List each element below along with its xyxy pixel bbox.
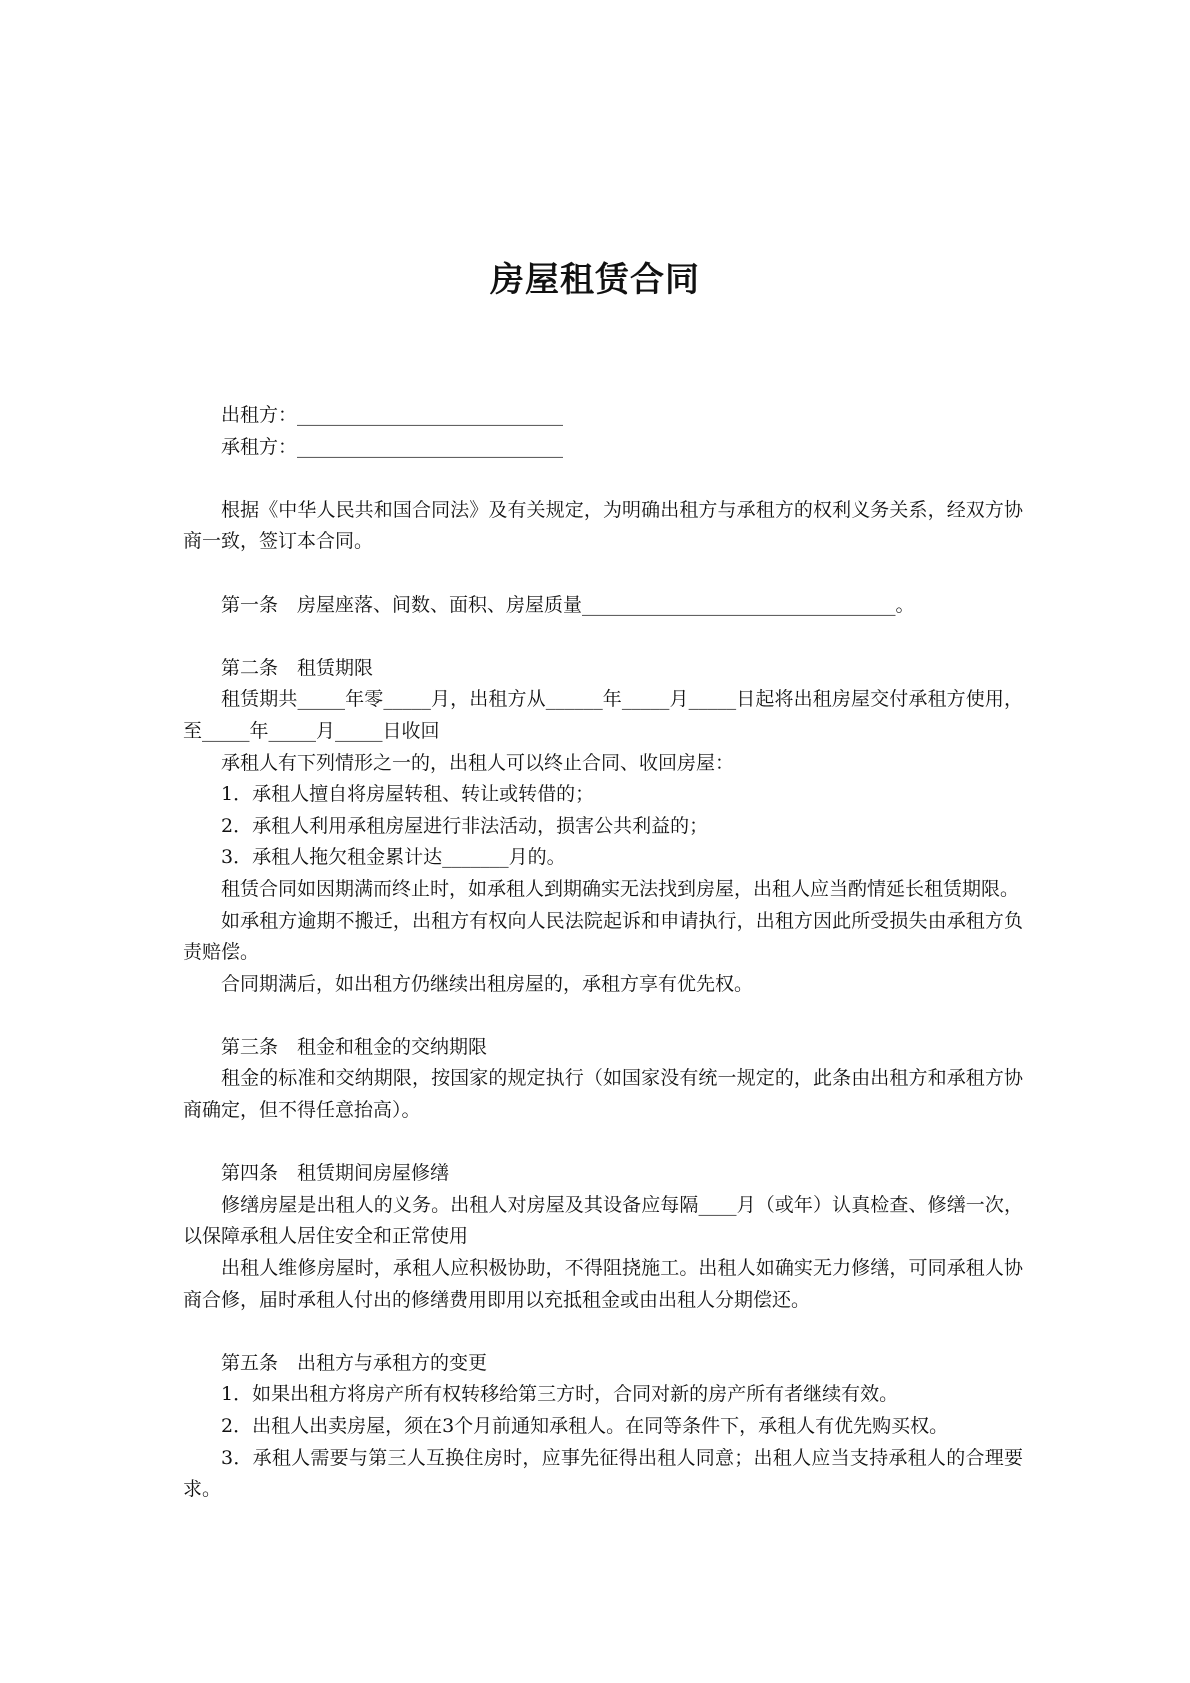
spacer bbox=[183, 1316, 1023, 1348]
spacer bbox=[183, 621, 1023, 653]
article-5-item: 2．出租人出卖房屋，须在3个月前通知承租人。在同等条件下，承租人有优先购买权。 bbox=[221, 1415, 949, 1437]
spacer bbox=[183, 463, 1023, 495]
spacer bbox=[183, 1127, 1023, 1159]
article-5-item: 1．如果出租方将房产所有权转移给第三方时，合同对新的房产所有者继续有效。 bbox=[221, 1383, 899, 1406]
spacer bbox=[183, 1000, 1023, 1032]
article-3-heading: 第三条 租金和租金的交纳期限 bbox=[221, 1035, 488, 1058]
article-4-text-2: 出租人维修房屋时，承租人应积极协助，不得阻挠施工。出租人如确实无力修缮，可同承租人协商合修，届时承租人付出的修缮费用即用以充抵租金或由出租人分期偿还。 bbox=[183, 1257, 1023, 1311]
article-1: 第一条 房屋座落、间数、面积、房屋质量_________________________________。 bbox=[221, 593, 915, 616]
article-4-text-1: 修缮房屋是出租人的义务。出租人对房屋及其设备应每隔____月（或年）认真检查、修缮一次，以保障承租人居住安全和正常使用 bbox=[183, 1193, 1023, 1248]
article-3-text: 租金的标准和交纳期限，按国家的规定执行（如国家没有统一规定的，此条由出租方和承租方协商确定，但不得任意抬高）。 bbox=[183, 1067, 1023, 1122]
article-2-priority: 合同期满后，如出租方仍继续出租房屋的，承租方享有优先权。 bbox=[221, 972, 754, 995]
article-5-item: 3．承租人需要与第三人互换住房时，应事先征得出租人同意；出租人应当支持承租人的合理要求。 bbox=[183, 1446, 1023, 1501]
lessor-line: 出租方：____________________________ bbox=[221, 404, 564, 426]
article-2-item: 1．承租人擅自将房屋转租、转让或转借的； bbox=[221, 783, 595, 806]
preamble: 根据《中华人民共和国合同法》及有关规定，为明确出租方与承租方的权利义务关系，经双方协商一致，签订本合同。 bbox=[183, 498, 1023, 553]
spacer bbox=[183, 558, 1023, 590]
article-4-heading: 第四条 租赁期间房屋修缮 bbox=[221, 1162, 450, 1185]
article-2-term: 租赁期共_____年零_____月，出租方从______年_____月_____日起将出租房屋交付承租方使用，至_____年_____月_____日收回 bbox=[183, 688, 1023, 742]
document-title: 房屋租赁合同 bbox=[490, 260, 700, 300]
article-2-item: 2．承租人利用承租房屋进行非法活动，损害公共利益的； bbox=[221, 814, 709, 837]
article-2-overdue: 如承租方逾期不搬迁，出租方有权向人民法院起诉和申请执行，出租方因此所受损失由承租方负责赔偿。 bbox=[183, 909, 1023, 964]
lessee-line: 承租方：____________________________ bbox=[221, 435, 564, 458]
article-2-extension: 租赁合同如因期满而终止时，如承租人到期确实无法找到房屋，出租人应当酌情延长租赁期限。 bbox=[221, 877, 1020, 900]
article-2-item: 3．承租人拖欠租金累计达_______月的。 bbox=[221, 846, 566, 869]
article-2-termination-intro: 承租人有下列情形之一的，出租人可以终止合同、收回房屋： bbox=[221, 751, 735, 774]
article-2-heading: 第二条 租赁期限 bbox=[221, 656, 374, 679]
document-body bbox=[183, 400, 1023, 1506]
article-5-heading: 第五条 出租方与承租方的变更 bbox=[221, 1351, 488, 1374]
